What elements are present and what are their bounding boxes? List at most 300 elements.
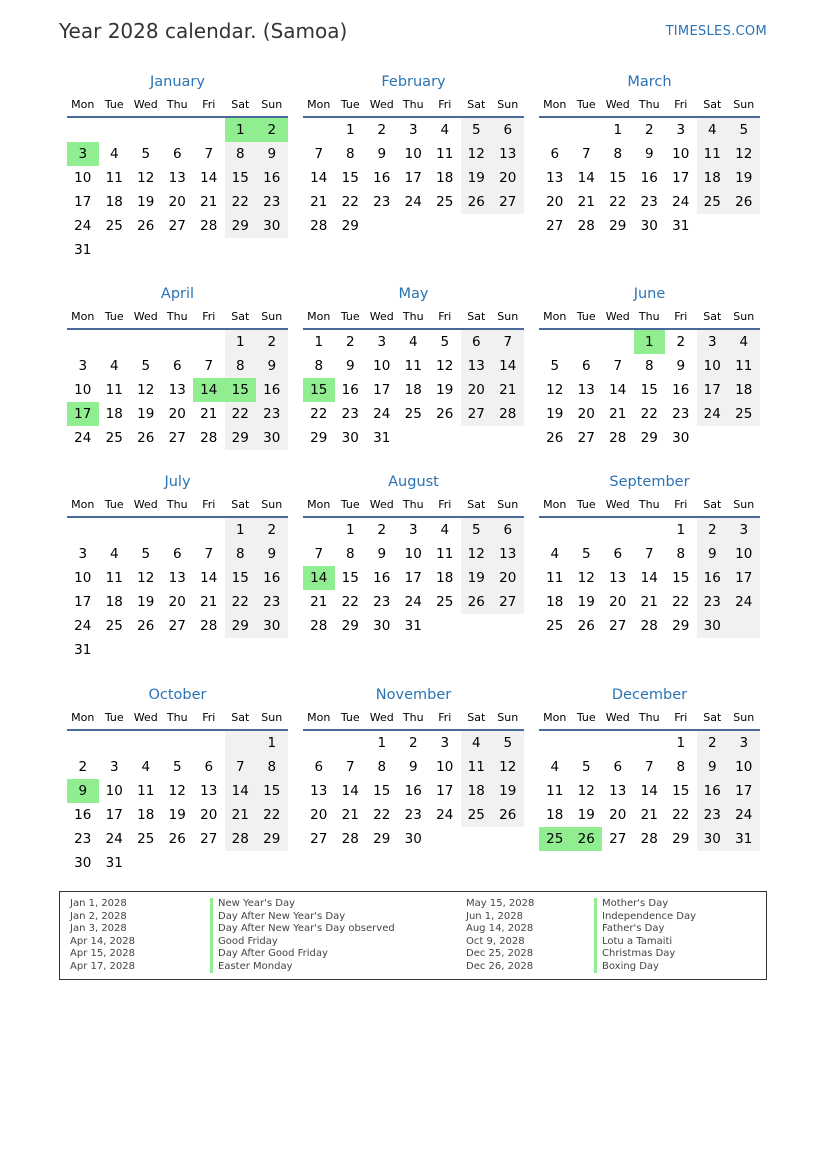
- day-cell: 7: [204, 358, 214, 374]
- weekday-label: Thu: [402, 98, 424, 111]
- day-cell: 12: [168, 783, 186, 799]
- day-cell: 20: [546, 194, 564, 210]
- day-cell: 1: [314, 334, 324, 350]
- day-cell: 9: [707, 546, 717, 562]
- weekday-label: Tue: [340, 498, 360, 511]
- day-cell: 7: [235, 759, 245, 775]
- weekday-label: Fri: [202, 711, 216, 724]
- day-cell: 9: [408, 759, 418, 775]
- weekday-label: Sat: [703, 498, 722, 511]
- day-cell: 16: [703, 783, 721, 799]
- day-cell: 10: [735, 759, 753, 775]
- holiday-day-cell: 3: [67, 142, 99, 166]
- day-cell: 24: [672, 194, 690, 210]
- day-cell: 10: [436, 759, 454, 775]
- day-cell: 11: [137, 783, 155, 799]
- day-cell: 11: [105, 570, 123, 586]
- day-cell: 26: [137, 618, 155, 634]
- day-cell: 5: [471, 122, 481, 138]
- day-cell: 17: [373, 382, 391, 398]
- day-cell: 22: [231, 194, 249, 210]
- month-march: [539, 72, 760, 262]
- month-july: [67, 472, 288, 662]
- day-cell: 25: [703, 194, 721, 210]
- weekday-label: Mon: [543, 98, 567, 111]
- day-cell: 20: [168, 594, 186, 610]
- day-cell: 6: [581, 358, 591, 374]
- weekday-header: [303, 496, 524, 518]
- day-cell: 7: [581, 146, 591, 162]
- weekday-label: Wed: [369, 310, 394, 323]
- day-cell: 16: [703, 570, 721, 586]
- weekday-label: Thu: [166, 98, 188, 111]
- day-cell: 11: [105, 170, 123, 186]
- day-cell: 26: [467, 194, 485, 210]
- day-cell: 20: [200, 807, 218, 823]
- day-cell: 19: [436, 382, 454, 398]
- day-cell: 23: [263, 406, 281, 422]
- day-cell: 11: [467, 759, 485, 775]
- day-cell: 14: [577, 170, 595, 186]
- day-cell: 25: [105, 430, 123, 446]
- day-cell: 17: [404, 170, 422, 186]
- day-cell: 27: [168, 218, 186, 234]
- month-name: May: [398, 286, 429, 302]
- day-cell: 15: [231, 170, 249, 186]
- day-cell: 29: [231, 618, 249, 634]
- day-cell: 7: [204, 546, 214, 562]
- day-cell: 25: [467, 807, 485, 823]
- holiday-day-cell: 26: [571, 827, 603, 851]
- weekday-label: Thu: [402, 498, 424, 511]
- day-cell: 5: [440, 334, 450, 350]
- month-december: [539, 685, 760, 875]
- weekday-label: Fri: [674, 498, 688, 511]
- day-cell: 3: [78, 546, 88, 562]
- weekday-label: Thu: [638, 98, 660, 111]
- weekday-label: Sun: [261, 310, 283, 323]
- day-cell: 21: [640, 594, 658, 610]
- day-cell: 14: [609, 382, 627, 398]
- day-cell: 24: [735, 594, 753, 610]
- day-cell: 1: [377, 735, 387, 751]
- day-cell: 13: [499, 546, 517, 562]
- weekday-label: Fri: [438, 711, 452, 724]
- weekday-label: Mon: [307, 498, 331, 511]
- day-cell: 20: [499, 570, 517, 586]
- day-cell: 16: [404, 783, 422, 799]
- day-cell: 9: [345, 358, 355, 374]
- day-cell: 12: [436, 358, 454, 374]
- site-link[interactable]: TIMESLES.COM: [665, 24, 767, 39]
- day-cell: 24: [404, 194, 422, 210]
- weekday-label: Mon: [543, 310, 567, 323]
- day-cell: 24: [436, 807, 454, 823]
- day-cell: 11: [546, 783, 564, 799]
- day-cell: 28: [640, 831, 658, 847]
- day-grid: [539, 518, 760, 662]
- weekday-label: Sun: [733, 98, 755, 111]
- legend-date: May 15, 2028: [466, 898, 535, 909]
- day-cell: 15: [640, 382, 658, 398]
- day-cell: 30: [341, 430, 359, 446]
- day-cell: 31: [672, 218, 690, 234]
- day-cell: 6: [613, 759, 623, 775]
- day-cell: 22: [672, 807, 690, 823]
- weekday-label: Sat: [703, 310, 722, 323]
- day-cell: 7: [314, 146, 324, 162]
- weekday-label: Wed: [133, 98, 158, 111]
- day-cell: 8: [345, 146, 355, 162]
- day-cell: 3: [739, 522, 749, 538]
- legend-holiday-name: Good Friday: [210, 936, 395, 949]
- weekday-header: [303, 709, 524, 731]
- day-cell: 28: [577, 218, 595, 234]
- holiday-day-cell: 1: [634, 330, 666, 354]
- day-grid: [539, 330, 760, 474]
- day-grid: [303, 118, 524, 262]
- day-cell: 19: [735, 170, 753, 186]
- day-cell: 11: [546, 570, 564, 586]
- day-cell: 5: [471, 522, 481, 538]
- day-cell: 1: [613, 122, 623, 138]
- page-title: Year 2028 calendar. (Samoa): [59, 19, 348, 43]
- weekday-label: Sat: [467, 98, 486, 111]
- weekday-label: Tue: [340, 711, 360, 724]
- day-cell: 29: [310, 430, 328, 446]
- day-cell: 25: [546, 618, 564, 634]
- legend-date: Oct 9, 2028: [466, 935, 525, 947]
- day-cell: 2: [267, 334, 277, 350]
- weekday-label: Fri: [202, 498, 216, 511]
- day-cell: 20: [168, 194, 186, 210]
- weekday-label: Sun: [497, 498, 519, 511]
- day-cell: 2: [78, 759, 88, 775]
- day-cell: 18: [436, 570, 454, 586]
- day-cell: 5: [581, 759, 591, 775]
- weekday-label: Mon: [71, 310, 95, 323]
- day-cell: 21: [200, 194, 218, 210]
- day-cell: 29: [341, 618, 359, 634]
- weekday-label: Thu: [166, 711, 188, 724]
- day-cell: 30: [263, 218, 281, 234]
- day-cell: 1: [235, 334, 245, 350]
- day-cell: 6: [550, 146, 560, 162]
- legend-date: Aug 14, 2028: [466, 923, 534, 934]
- weekday-header: [67, 96, 288, 118]
- weekday-label: Sun: [261, 498, 283, 511]
- day-cell: 19: [168, 807, 186, 823]
- day-cell: 6: [503, 122, 513, 138]
- day-cell: 11: [735, 358, 753, 374]
- day-cell: 19: [137, 406, 155, 422]
- day-cell: 25: [436, 194, 454, 210]
- month-june: [539, 284, 760, 474]
- day-cell: 23: [703, 807, 721, 823]
- weekday-label: Sun: [261, 711, 283, 724]
- day-cell: 22: [341, 194, 359, 210]
- day-cell: 31: [404, 618, 422, 634]
- day-cell: 19: [546, 406, 564, 422]
- month-name: June: [633, 286, 666, 302]
- day-cell: 8: [235, 146, 245, 162]
- day-cell: 16: [263, 170, 281, 186]
- day-cell: 28: [231, 831, 249, 847]
- day-cell: 22: [310, 406, 328, 422]
- day-cell: 3: [440, 735, 450, 751]
- day-cell: 26: [436, 406, 454, 422]
- day-cell: 24: [703, 406, 721, 422]
- holiday-day-cell: 14: [303, 566, 335, 590]
- day-cell: 14: [341, 783, 359, 799]
- weekday-label: Fri: [202, 98, 216, 111]
- day-cell: 6: [172, 146, 182, 162]
- day-cell: 12: [577, 570, 595, 586]
- day-cell: 18: [436, 170, 454, 186]
- day-cell: 29: [373, 831, 391, 847]
- day-cell: 5: [581, 546, 591, 562]
- day-cell: 10: [74, 382, 92, 398]
- day-cell: 28: [200, 430, 218, 446]
- day-cell: 31: [105, 855, 123, 871]
- day-cell: 14: [200, 170, 218, 186]
- day-cell: 15: [263, 783, 281, 799]
- weekday-label: Tue: [104, 98, 124, 111]
- day-cell: 2: [676, 334, 686, 350]
- month-name: July: [164, 474, 191, 490]
- weekday-label: Wed: [133, 310, 158, 323]
- weekday-label: Mon: [543, 711, 567, 724]
- day-cell: 22: [609, 194, 627, 210]
- day-cell: 5: [503, 735, 513, 751]
- day-cell: 17: [74, 194, 92, 210]
- day-cell: 13: [310, 783, 328, 799]
- day-cell: 23: [703, 594, 721, 610]
- day-cell: 31: [735, 831, 753, 847]
- day-cell: 24: [74, 618, 92, 634]
- legend-date: Dec 25, 2028: [466, 948, 534, 959]
- weekday-label: Sun: [497, 711, 519, 724]
- weekday-label: Mon: [307, 711, 331, 724]
- day-cell: 29: [609, 218, 627, 234]
- day-cell: 17: [74, 594, 92, 610]
- day-cell: 2: [377, 522, 387, 538]
- day-cell: 15: [231, 570, 249, 586]
- day-cell: 16: [373, 570, 391, 586]
- day-cell: 21: [577, 194, 595, 210]
- holiday-day-cell: 2: [256, 118, 288, 142]
- day-cell: 13: [577, 382, 595, 398]
- weekday-label: Tue: [104, 310, 124, 323]
- day-cell: 14: [640, 783, 658, 799]
- weekday-label: Sat: [467, 310, 486, 323]
- day-cell: 24: [105, 831, 123, 847]
- day-cell: 8: [345, 546, 355, 562]
- weekday-label: Fri: [674, 98, 688, 111]
- weekday-label: Thu: [166, 310, 188, 323]
- weekday-label: Fri: [202, 310, 216, 323]
- legend-holiday-name: Day After Good Friday: [210, 948, 395, 961]
- month-may: [303, 284, 524, 474]
- weekday-header: [67, 308, 288, 330]
- day-cell: 27: [609, 618, 627, 634]
- day-cell: 28: [341, 831, 359, 847]
- day-cell: 26: [546, 430, 564, 446]
- day-cell: 31: [373, 430, 391, 446]
- day-cell: 22: [231, 594, 249, 610]
- day-cell: 19: [577, 594, 595, 610]
- day-cell: 15: [672, 570, 690, 586]
- day-cell: 24: [74, 430, 92, 446]
- day-cell: 9: [707, 759, 717, 775]
- day-cell: 4: [109, 146, 119, 162]
- day-cell: 18: [546, 594, 564, 610]
- day-grid: [539, 118, 760, 262]
- day-cell: 9: [267, 358, 277, 374]
- day-cell: 29: [672, 618, 690, 634]
- day-cell: 27: [200, 831, 218, 847]
- weekday-label: Fri: [438, 98, 452, 111]
- day-cell: 29: [341, 218, 359, 234]
- day-cell: 21: [341, 807, 359, 823]
- legend-date: Apr 15, 2028: [70, 948, 136, 959]
- day-cell: 30: [373, 618, 391, 634]
- day-cell: 28: [200, 618, 218, 634]
- day-cell: 14: [640, 570, 658, 586]
- day-cell: 11: [404, 358, 422, 374]
- day-cell: 23: [373, 594, 391, 610]
- weekday-label: Mon: [307, 98, 331, 111]
- day-cell: 12: [137, 570, 155, 586]
- day-cell: 10: [703, 358, 721, 374]
- day-cell: 24: [74, 218, 92, 234]
- day-cell: 21: [200, 406, 218, 422]
- weekday-label: Thu: [638, 310, 660, 323]
- day-cell: 20: [310, 807, 328, 823]
- legend-names-right: [594, 898, 696, 973]
- day-cell: 3: [377, 334, 387, 350]
- weekday-label: Sat: [231, 711, 250, 724]
- day-cell: 27: [467, 406, 485, 422]
- day-cell: 18: [546, 807, 564, 823]
- month-name: January: [150, 74, 205, 90]
- weekday-label: Tue: [576, 711, 596, 724]
- day-grid: [67, 118, 288, 262]
- day-cell: 10: [74, 170, 92, 186]
- day-cell: 6: [204, 759, 214, 775]
- day-cell: 19: [577, 807, 595, 823]
- day-cell: 9: [377, 146, 387, 162]
- legend-names-left: [210, 898, 395, 973]
- day-cell: 4: [109, 358, 119, 374]
- day-cell: 25: [137, 831, 155, 847]
- day-cell: 18: [105, 406, 123, 422]
- day-cell: 30: [672, 430, 690, 446]
- weekday-label: Tue: [576, 98, 596, 111]
- day-cell: 10: [105, 783, 123, 799]
- weekday-label: Sat: [467, 498, 486, 511]
- day-cell: 18: [735, 382, 753, 398]
- weekday-label: Tue: [104, 498, 124, 511]
- day-cell: 3: [408, 522, 418, 538]
- holiday-day-cell: 15: [225, 378, 257, 402]
- day-cell: 18: [703, 170, 721, 186]
- day-cell: 23: [263, 594, 281, 610]
- day-cell: 4: [550, 759, 560, 775]
- day-cell: 1: [267, 735, 277, 751]
- day-cell: 5: [141, 146, 151, 162]
- day-cell: 17: [436, 783, 454, 799]
- day-cell: 3: [739, 735, 749, 751]
- day-cell: 27: [168, 430, 186, 446]
- day-cell: 30: [640, 218, 658, 234]
- day-cell: 29: [672, 831, 690, 847]
- day-cell: 4: [550, 546, 560, 562]
- legend-date: Apr 17, 2028: [70, 960, 136, 972]
- legend-dates-right: [466, 898, 534, 973]
- weekday-label: Tue: [340, 98, 360, 111]
- day-cell: 25: [735, 406, 753, 422]
- day-cell: 19: [137, 594, 155, 610]
- legend-holiday-name: New Year's Day: [210, 898, 395, 911]
- day-cell: 31: [74, 642, 92, 658]
- day-cell: 5: [141, 546, 151, 562]
- legend-holiday-name: Christmas Day: [594, 948, 696, 961]
- holiday-day-cell: 17: [67, 402, 99, 426]
- day-cell: 8: [613, 146, 623, 162]
- day-cell: 12: [467, 546, 485, 562]
- day-cell: 22: [672, 594, 690, 610]
- day-cell: 27: [168, 618, 186, 634]
- weekday-label: Sat: [231, 310, 250, 323]
- day-cell: 7: [204, 146, 214, 162]
- day-cell: 18: [105, 194, 123, 210]
- day-cell: 23: [672, 406, 690, 422]
- month-name: February: [381, 74, 446, 90]
- day-cell: 19: [467, 170, 485, 186]
- month-january: [67, 72, 288, 262]
- weekday-label: Sat: [467, 711, 486, 724]
- weekday-header: [303, 96, 524, 118]
- day-cell: 21: [640, 807, 658, 823]
- day-cell: 3: [707, 334, 717, 350]
- weekday-label: Mon: [307, 310, 331, 323]
- day-cell: 1: [345, 122, 355, 138]
- day-cell: 13: [609, 570, 627, 586]
- day-cell: 10: [74, 570, 92, 586]
- weekday-header: [539, 709, 760, 731]
- day-cell: 13: [546, 170, 564, 186]
- day-cell: 20: [168, 406, 186, 422]
- weekday-label: Sat: [703, 98, 722, 111]
- weekday-label: Wed: [369, 98, 394, 111]
- day-cell: 8: [676, 546, 686, 562]
- day-cell: 17: [105, 807, 123, 823]
- weekday-label: Sun: [261, 98, 283, 111]
- day-cell: 22: [341, 594, 359, 610]
- weekday-label: Thu: [638, 498, 660, 511]
- day-cell: 12: [577, 783, 595, 799]
- day-cell: 30: [404, 831, 422, 847]
- day-cell: 15: [609, 170, 627, 186]
- day-cell: 28: [200, 218, 218, 234]
- day-cell: 25: [105, 218, 123, 234]
- day-cell: 30: [74, 855, 92, 871]
- day-cell: 16: [263, 382, 281, 398]
- day-cell: 5: [141, 358, 151, 374]
- day-cell: 10: [404, 546, 422, 562]
- legend-holiday-name: Lotu a Tamaiti: [594, 936, 696, 949]
